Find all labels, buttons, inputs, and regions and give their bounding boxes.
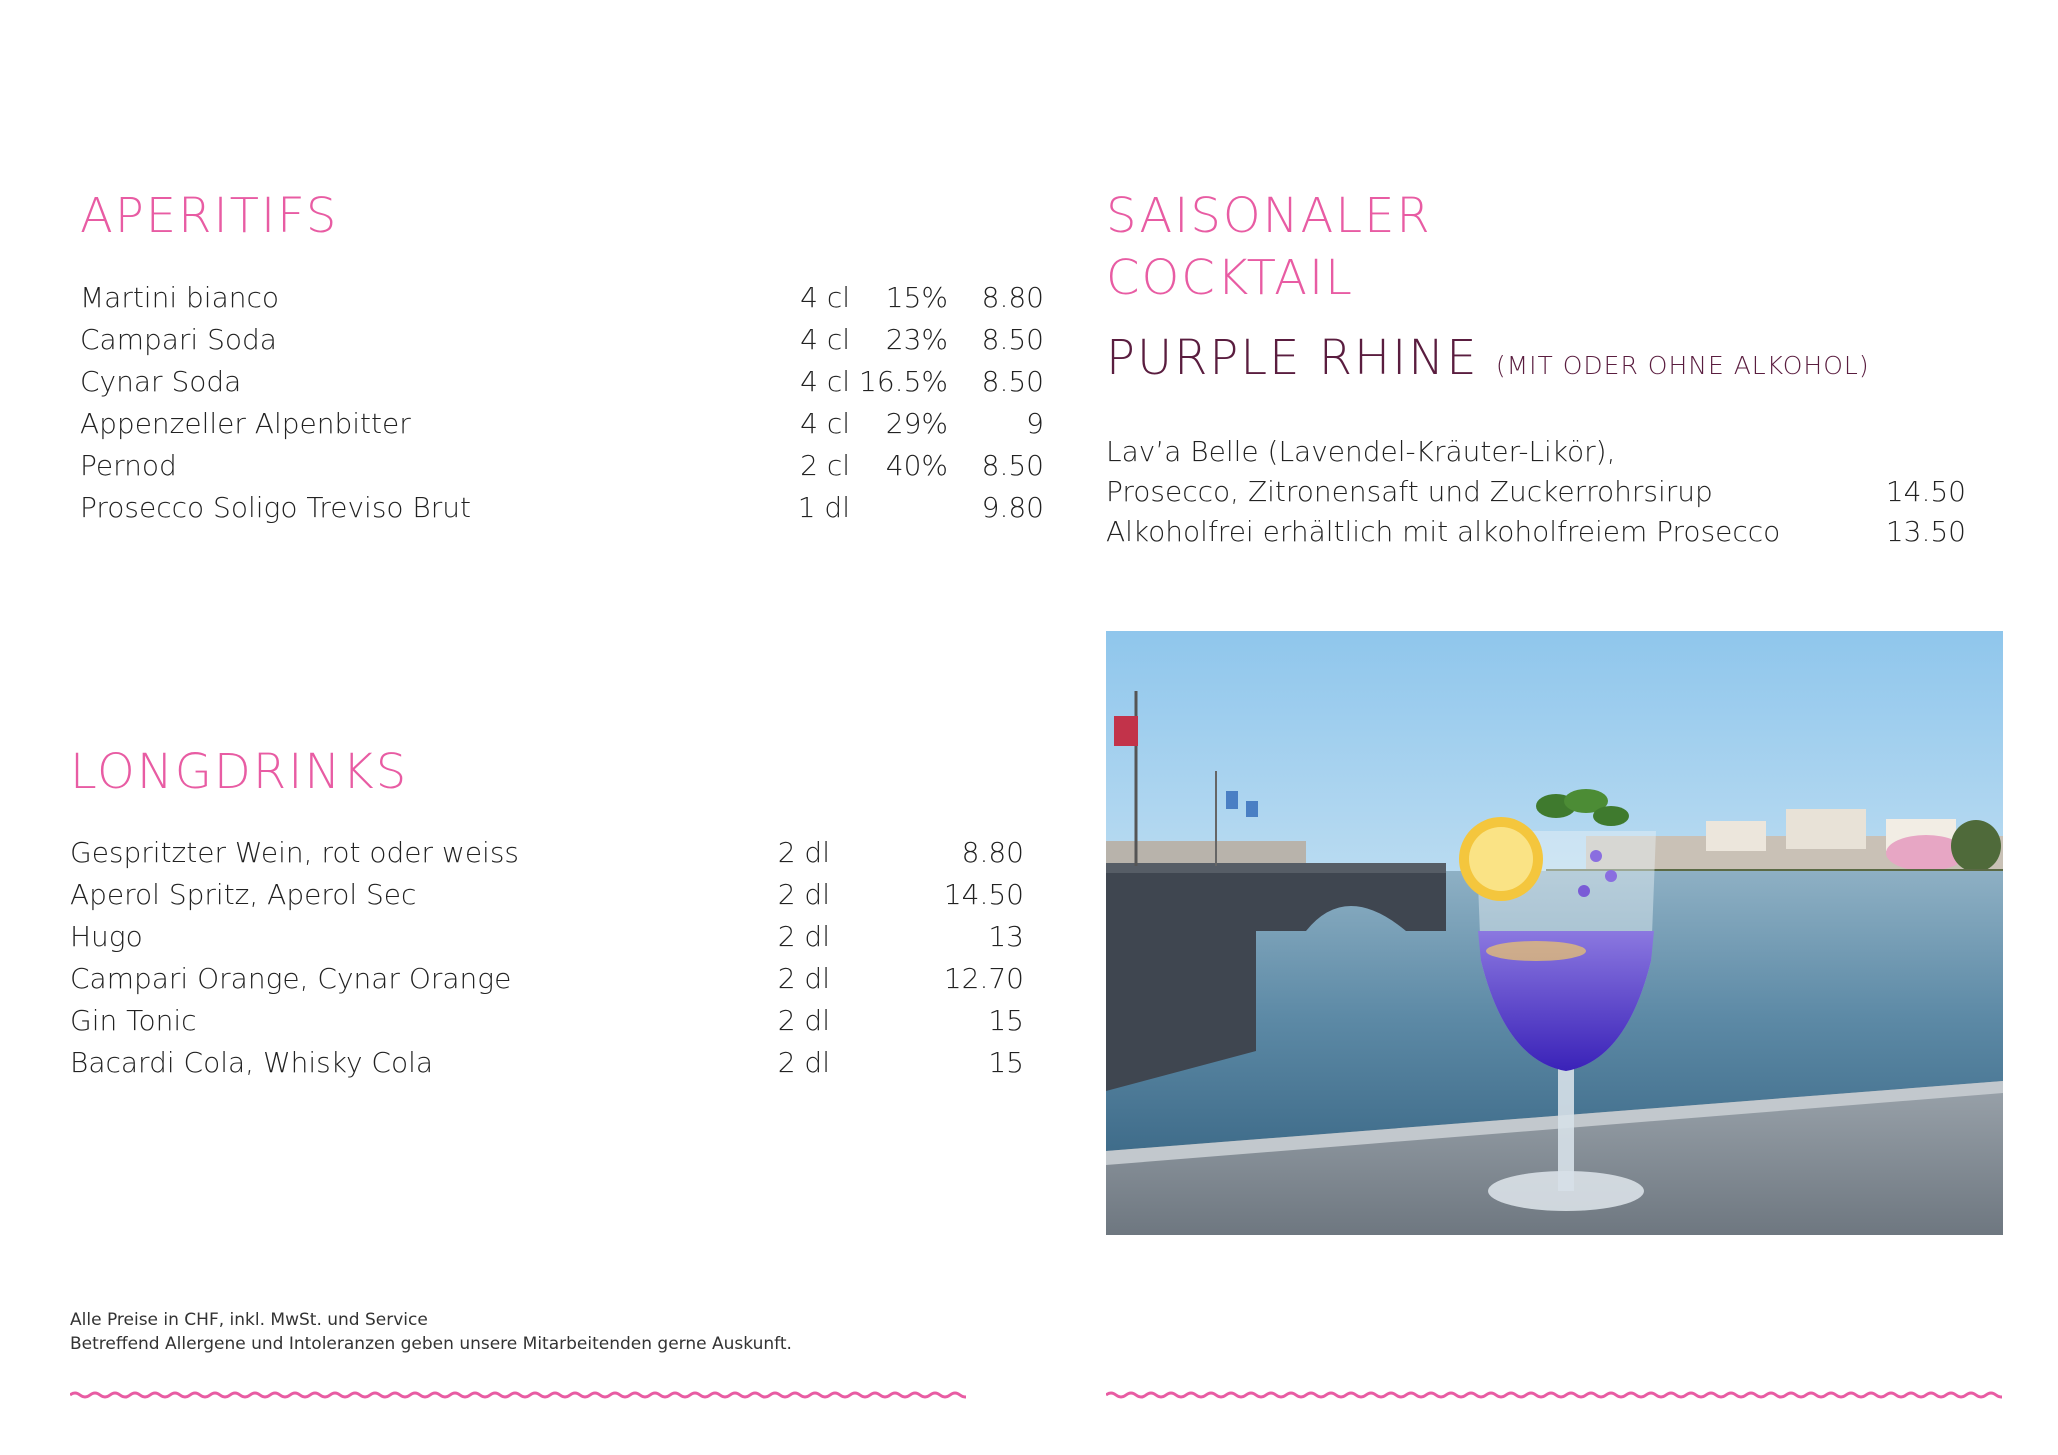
item-abv: 40% — [885, 449, 948, 482]
item-name: Gespritzter Wein, rot oder weiss — [70, 836, 519, 869]
item-name: Campari Soda — [80, 323, 277, 356]
longdrinks-list — [70, 832, 1024, 1084]
item-name: Aperol Spritz, Aperol Sec — [70, 878, 417, 911]
item-volume: 1 dl — [797, 491, 850, 524]
list-item — [80, 277, 1044, 319]
list-item — [70, 958, 1024, 1000]
item-price: 15 — [988, 1004, 1024, 1037]
item-volume: 4 cl — [800, 323, 850, 356]
item-volume: 2 dl — [777, 878, 830, 911]
item-price: 9 — [1026, 407, 1044, 440]
cocktail-photo-illustration — [1106, 631, 2003, 1235]
cocktail-name: PURPLE RHINE — [1106, 330, 1479, 386]
description-text: Alkoholfrei erhältlich mit alkoholfreiem Prosecco — [1106, 515, 1781, 548]
item-name: Prosecco Soligo Treviso Brut — [80, 491, 472, 524]
item-name: Martini bianco — [80, 281, 279, 314]
description-text: Prosecco, Zitronensaft und Zuckerrohrsirup — [1106, 475, 1713, 508]
aperitifs-title: APERITIFS — [80, 188, 339, 244]
item-price: 8.80 — [981, 281, 1044, 314]
item-name: Cynar Soda — [80, 365, 242, 398]
item-abv: 15% — [885, 281, 948, 314]
footnote-prices: Alle Preise in CHF, inkl. MwSt. und Service — [70, 1310, 428, 1330]
item-volume: 2 dl — [777, 836, 830, 869]
item-name: Gin Tonic — [70, 1004, 197, 1037]
aperitifs-list — [80, 277, 1044, 529]
description-price: 14.50 — [1885, 475, 1966, 508]
item-volume: 2 dl — [777, 920, 830, 953]
list-item — [80, 403, 1044, 445]
item-name: Hugo — [70, 920, 143, 953]
item-volume: 2 cl — [800, 449, 850, 482]
description-text: Lav’a Belle (Lavendel-Kräuter-Likör), — [1106, 435, 1616, 468]
item-price: 14.50 — [943, 878, 1024, 911]
description-line — [1106, 512, 1966, 552]
seasonal-title-line2: COCKTAIL — [1106, 250, 1354, 306]
item-name: Appenzeller Alpenbitter — [80, 407, 411, 440]
cocktail-heading — [1106, 330, 1870, 386]
item-price: 8.80 — [961, 836, 1024, 869]
list-item — [70, 874, 1024, 916]
item-price: 12.70 — [943, 962, 1024, 995]
item-price: 13 — [988, 920, 1024, 953]
item-volume: 4 cl — [800, 281, 850, 314]
item-volume: 4 cl — [800, 407, 850, 440]
item-name: Pernod — [80, 449, 177, 482]
wave-divider-right — [1106, 1384, 2002, 1406]
description-line — [1106, 432, 1966, 472]
list-item — [70, 832, 1024, 874]
item-volume: 2 dl — [777, 962, 830, 995]
list-item — [70, 916, 1024, 958]
item-price: 8.50 — [981, 323, 1044, 356]
item-volume: 2 dl — [777, 1004, 830, 1037]
item-price: 8.50 — [981, 365, 1044, 398]
list-item — [80, 445, 1044, 487]
footnote-allergens: Betreffend Allergene und Intoleranzen geben unsere Mitarbeitenden gerne Auskunft. — [70, 1334, 792, 1354]
longdrinks-title: LONGDRINKS — [70, 744, 409, 800]
item-price: 15 — [988, 1046, 1024, 1079]
item-abv: 29% — [885, 407, 948, 440]
list-item — [80, 487, 1044, 529]
item-volume: 2 dl — [777, 1046, 830, 1079]
list-item — [80, 319, 1044, 361]
cocktail-photo — [1106, 631, 2003, 1235]
item-price: 8.50 — [981, 449, 1044, 482]
description-price: 13.50 — [1885, 515, 1966, 548]
list-item — [70, 1042, 1024, 1084]
footnote — [70, 1308, 792, 1356]
item-name: Campari Orange, Cynar Orange — [70, 962, 512, 995]
list-item — [70, 1000, 1024, 1042]
item-abv: 23% — [885, 323, 948, 356]
list-item — [80, 361, 1044, 403]
item-abv: 16.5% — [859, 365, 948, 398]
item-price: 9.80 — [981, 491, 1044, 524]
cocktail-note: (MIT ODER OHNE ALKOHOL) — [1495, 351, 1870, 380]
item-name: Bacardi Cola, Whisky Cola — [70, 1046, 434, 1079]
item-volume: 4 cl — [800, 365, 850, 398]
cocktail-description — [1106, 432, 1966, 552]
description-line — [1106, 472, 1966, 512]
wave-divider-left — [70, 1384, 966, 1406]
seasonal-title-line1: SAISONALER — [1106, 188, 1432, 244]
